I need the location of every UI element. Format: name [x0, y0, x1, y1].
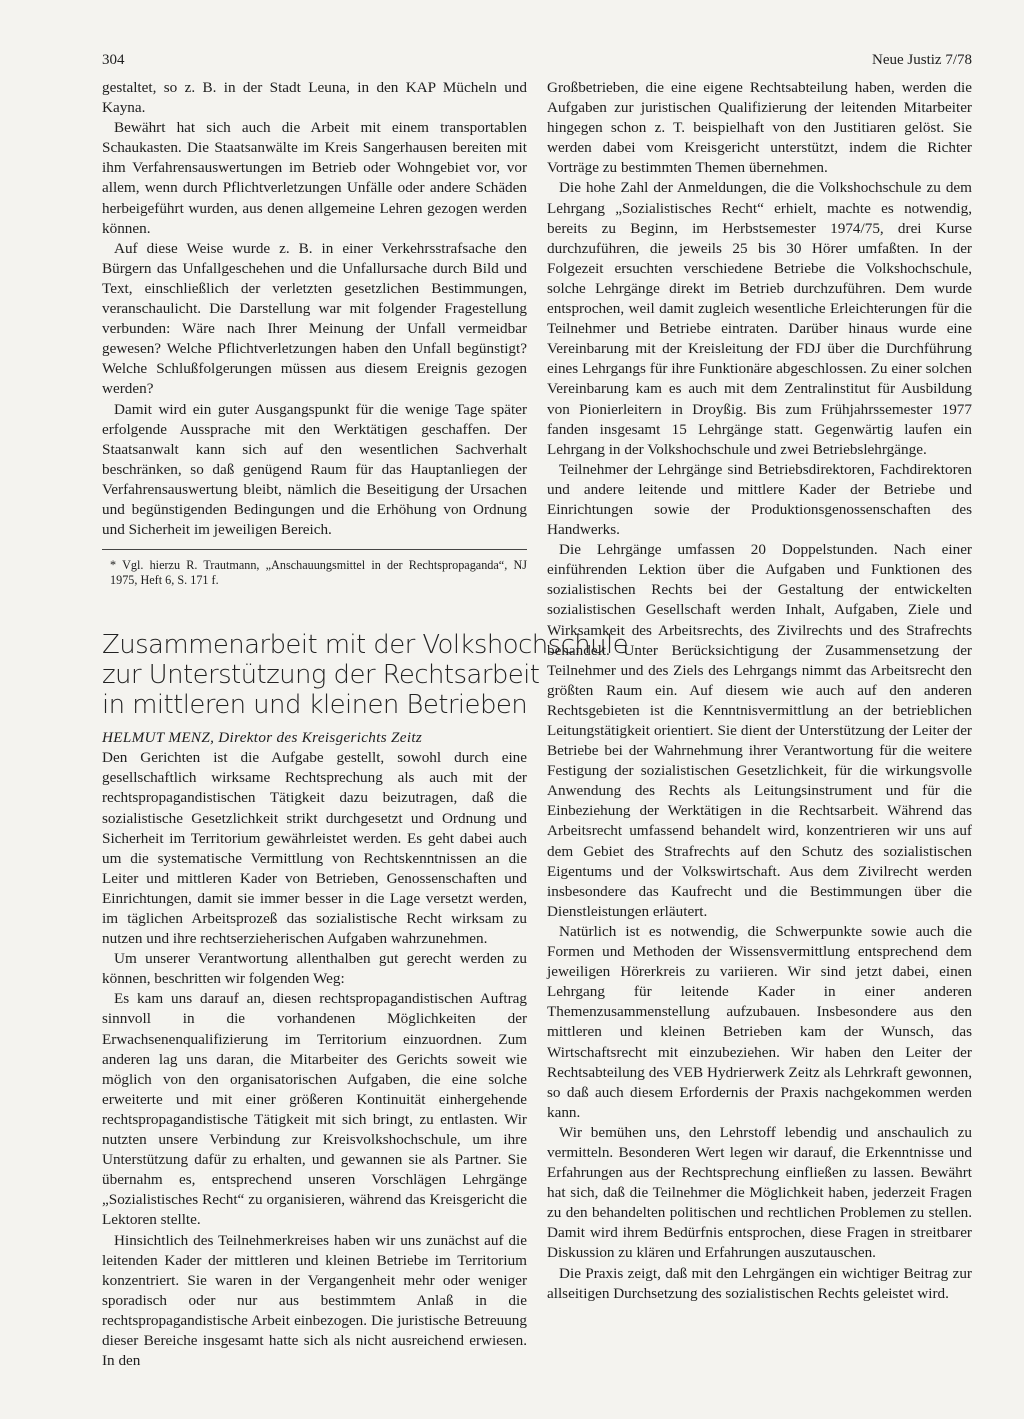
paragraph: Die Praxis zeigt, daß mit den Lehrgängen ein wichtiger Beitrag zur allseitigen Durchsetzung des sozialistischen Rechts geleistet wird. [547, 1264, 972, 1302]
right-column [547, 78, 972, 1304]
article-title [102, 630, 629, 721]
journal-issue: Neue Justiz 7/78 [872, 52, 972, 68]
paragraph: Großbetrieben, die eine eigene Rechtsabteilung haben, werden die Aufgaben zur juristischen Qualifizierung der leitenden Mitarbeiter hingegen schon z. T. beispielhaft von den Justitiaren gelöst. Sie werden dabei vom Kreisgericht unterstützt, indem die Richter Vorträge zu bestimmten Themen übernehmen. [547, 79, 972, 177]
paragraph: Wir bemühen uns, den Lehrstoff lebendig und anschaulich zu vermitteln. Besonderen Wert legen wir darauf, die Erkenntnisse und Erfahrungen aus der Rechtsprechung einfließen zu lassen. Bewährt hat sich, daß die Teilnehmer die Möglichkeit haben, jederzeit Fragen zu den behandelten politischen und rechtlichen Problemen zu stellen. Damit wird ihrem Bedürfnis entsprochen, diese Fragen in streitbarer Diskussion zu klären und Erfahrungen auszutauschen. [547, 1123, 972, 1262]
paragraph: Die hohe Zahl der Anmeldungen, die die Volkshochschule zu dem Lehrgang „Sozialistisches Recht“ erhielt, machte es notwendig, bereits zu Beginn, im Herbstsemester 1974/75, drei Kurse durchzuführen, die jeweils 25 bis 30 Hörer umfaßten. In der Folgezeit ersuchten verschiedene Betriebe die Volkshochschule, solche Lehrgänge direkt im Betrieb durchzuführen. Dem wurde entsprochen, weil damit zugleich wesentliche Erleichterungen für die Teilnehmer und Betriebe eintraten. Darüber hinaus wurde eine Vereinbarung mit der Kreisleitung der FDJ über die Durchführung eines Lehrgangs für ihre Funktionäre abgeschlossen. Zu einer solchen Vereinbarung kam es auch mit dem Zentralinstitut für Ausbildung von Pionierleitern in Droyßig. Bis zum Frühjahrssemester 1977 fanden insgesamt 15 Lehrgänge statt. Gegenwärtig laufen ein Lehrgang in der Volkshochschule und zwei Betriebslehrgänge. [547, 179, 972, 458]
left-column [102, 78, 629, 1371]
article-title-line: in mittleren und kleinen Betrieben [102, 690, 528, 721]
page-number: 304 [102, 52, 125, 68]
article-title-line: Zusammenarbeit mit der Volkshochschule [102, 630, 629, 661]
byline: HELMUT MENZ, Direktor des Kreisgerichts Zeitz [102, 729, 423, 747]
paragraph: Um unserer Verantwortung allenthalben gut gerecht werden zu können, beschritten wir folgenden Weg: [102, 950, 527, 988]
paragraph: Damit wird ein guter Ausgangspunkt für die wenige Tage später erfolgende Aussprache mit den Werktätigen geschaffen. Der Staatsanwalt kann sich auf den wesentlichen Sachverhalt beschränken, so daß genügend Raum für das Hauptanliegen der Verfahrensauswertung bleibt, nämlich die Beseitigung der Ursachen und begünstigenden Bedingungen und die Erhöhung von Ordnung und Sicherheit im jeweiligen Bereich. [102, 400, 527, 539]
paragraph: Natürlich ist es notwendig, die Schwerpunkte sowie auch die Formen und Methoden der Wissensvermittlung entsprechend dem jeweiligen Hörerkreis zu variieren. Wir sind jetzt dabei, einen Lehrgang für leitende Kader in einer anderen Themenzusammenstellung aufzubauen. Insbesondere aus den mittleren und kleinen Betrieben kam der Wunsch, das Wirtschaftsrecht mit einzubeziehen. Wir haben den Leiter der Rechtsabteilung des VEB Hydrierwerk Zeitz als Lehrkraft gewonnen, so daß auch diesem Erfordernis der Praxis nachgekommen werden kann. [547, 922, 972, 1121]
paragraph: Den Gerichten ist die Aufgabe gestellt, sowohl durch eine gesellschaftlich wirksame Rechtsprechung als auch mit der rechtspropagandistischen Tätigkeit dazu beizutragen, daß die sozialistische Gesetzlichkeit strikt durchgesetzt und Ordnung und Sicherheit im Territorium gewährleistet werden. Es geht dabei auch um die systematische Vermittlung von Rechtskenntnissen an die Leiter und mittleren Kader von Betrieben, Genossenschaften und Einrichtungen, damit sie immer besser in die Lage versetzt werden, im täglichen Arbeitsprozeß das sozialistische Recht wirksam zu nutzen und ihre rechtserzieherischen Aufgaben wahrzunehmen. [102, 749, 527, 948]
paragraph: Die Lehrgänge umfassen 20 Doppelstunden. Nach einer einführenden Lektion über die Aufgaben und Funktionen des sozialistischen Rechts bei der Gestaltung der entwickelten sozialistischen Gesellschaft werden Inhalt, Aufgaben, Ziele und Wirksamkeit des Arbeitsrechts, des Zivilrechts und des Strafrechts behandelt. Unter Berücksichtigung der Zusammensetzung der Teilnehmer und des Ziels des Lehrgangs nimmt das Arbeitsrecht den größten Raum ein. Auf diesem wie auch auf den anderen Rechtsgebieten ist die Kenntnisvermittlung an der betrieblichen Leitungstätigkeit orientiert. Sie dient der Unterstützung der Leiter der Betriebe bei der Wahrnehmung ihrer Verantwortung für die weitere Festigung der sozialistischen Gesetzlichkeit, für die wirkungsvolle Anwendung des Rechts als Leitungsinstrument und für die Einbeziehung der Werktätigen in die Rechtsarbeit. Während das Arbeitsrecht umfassend behandelt wird, konzentrieren wir uns auf dem Gebiet des Strafrechts auf den Schutz des sozialistischen Eigentums und der Volkswirtschaft. Aus dem Zivilrecht werden insbesondere das Kaufrecht und die Bestimmungen über die Dienstleistungen erläutert. [547, 541, 972, 920]
paragraph: Teilnehmer der Lehrgänge sind Betriebsdirektoren, Fachdirektoren und andere leitende und mittlere Kader der Betriebe und Einrichtungen sowie der Produktionsgenossenschaften des Handwerks. [547, 460, 972, 539]
paragraph: gestaltet, so z. B. in der Stadt Leuna, in den KAP Mücheln und Kayna. [102, 79, 527, 117]
running-head [102, 52, 972, 69]
paragraph: Auf diese Weise wurde z. B. in einer Verkehrsstrafsache den Bürgern das Unfallgeschehen und die Unfallursache durch Bild und Text, einschließlich der verletzten gesetzlichen Bestimmungen, veranschaulicht. Die Darstellung war mit folgender Fragestellung verbunden: Wäre nach Ihrer Meinung der Unfall vermeidbar gewesen? Welche Pflichtverletzungen haben den Unfall begünstigt? Welche Schlußfolgerungen müssen aus diesem Ereignis gezogen werden? [102, 239, 527, 398]
article-title-line: zur Unterstützung der Rechtsarbeit [102, 660, 540, 691]
paragraph: Bewährt hat sich auch die Arbeit mit einem transportablen Schaukasten. Die Staatsanwälte im Kreis Sangerhausen bereiten mit ihm Verfahrensauswertungen im Betrieb oder Wohngebiet vor, vor allem, wenn durch Pflichtverletzungen Unfälle oder andere Schäden herbeigeführt wurden, aus denen allgemeine Lehren gezogen werden können. [102, 119, 527, 237]
paragraph: Hinsichtlich des Teilnehmerkreises haben wir uns zunächst auf die leitenden Kader der mittleren und kleinen Betriebe im Territorium konzentriert. Sie waren in der Vergangenheit mehr oder weniger sporadisch oder nur aus bestimmtem Anlaß in die rechtspropagandistische Arbeit einbezogen. Die juristische Betreuung dieser Bereiche insgesamt hatte sich als nicht ausreichend erwiesen. In den [102, 1231, 527, 1370]
footnote: * Vgl. hierzu R. Trautmann, „Anschauungsmittel in der Rechtspropaganda“, NJ 1975, Heft 6, S. 171 f. [110, 558, 527, 588]
paragraph: Es kam uns darauf an, diesen rechtspropagandistischen Auftrag sinnvoll in die vorhandenen Möglichkeiten der Erwachsenenqualifizierung im Territorium einzuordnen. Zum anderen lag uns daran, die Mitarbeiter des Gerichts soweit wie möglich von den organisatorischen Aufgaben, die eine solche erweiterte und mit einer größeren Kontinuität einhergehende rechtspropagandistische Tätigkeit mit sich bringt, zu entlasten. Wir nutzten unsere Verbindung zur Kreisvolkshochschule, um ihre Unterstützung dafür zu erhalten, und gewannen sie als Partner. Sie übernahm es, entsprechend unseren Vorschlägen Lehrgänge „Sozialistisches Recht“ zu organisieren, während das Kreisgericht die Lektoren stellte. [102, 990, 527, 1229]
footnote-divider [102, 549, 527, 550]
